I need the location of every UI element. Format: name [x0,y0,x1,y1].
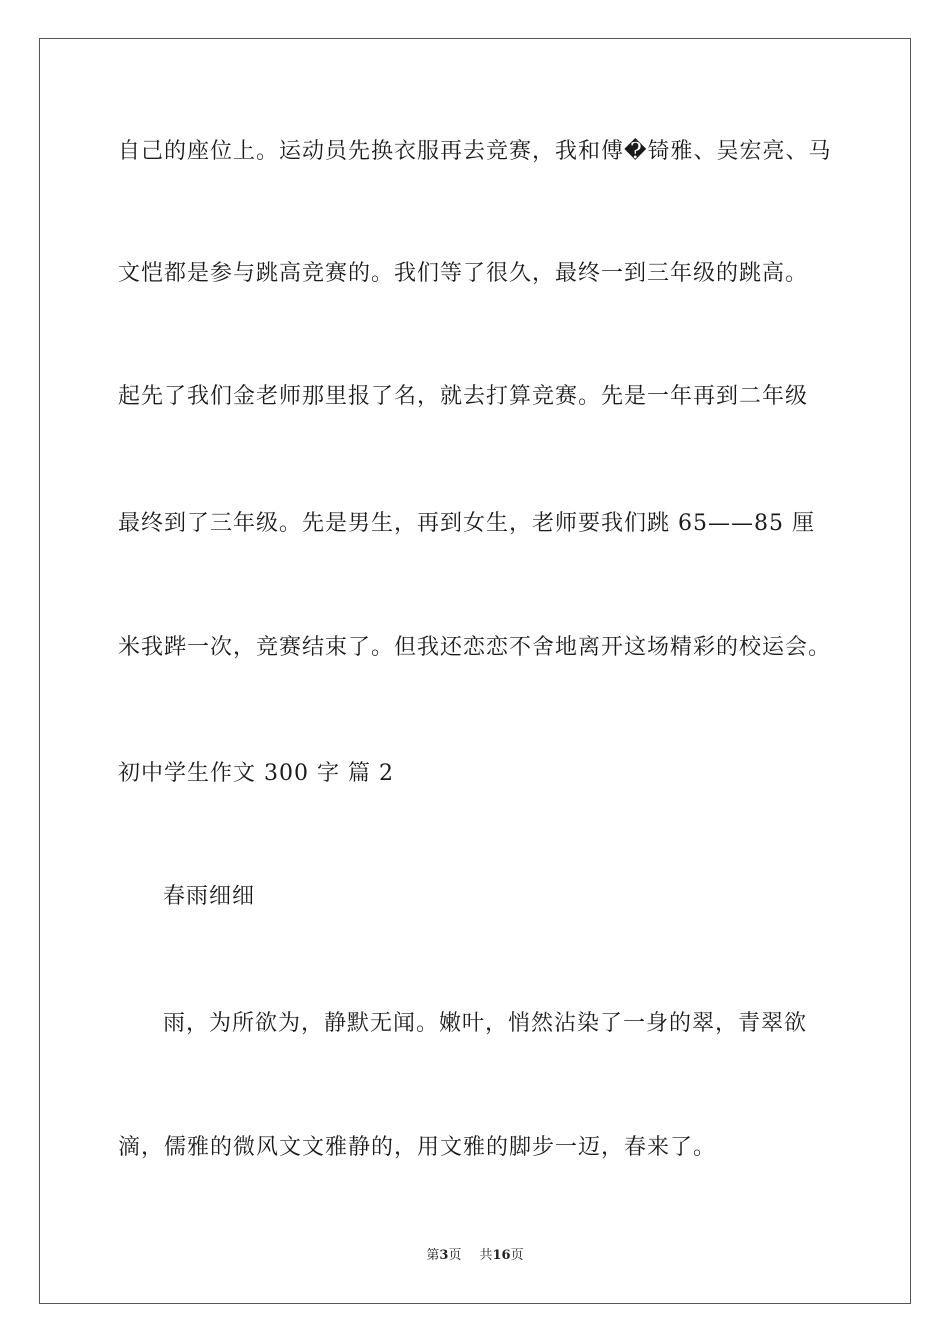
body-line-1: 自己的座位上。运动员先换衣服再去竞赛，我和傅�锜雅、吴宏亮、马 [118,139,832,164]
body-line-3: 起先了我们金老师那里报了名，就去打算竞赛。先是一年再到二年级 [118,384,809,409]
body-line-5: 米我跸一次，竞赛结束了。但我还恋恋不舍地离开这场精彩的校运会。 [118,635,832,660]
section-heading: 初中学生作文 300 字 篇 2 [118,761,394,786]
footer-total-suffix: 页 [510,1248,524,1263]
paragraph-line-1: 雨，为所欲为，静默无闻。嫩叶，悄然沾染了一身的翠，青翠欲 [163,1011,808,1036]
current-page-number: 3 [439,1248,449,1263]
total-page-count: 16 [492,1248,511,1263]
body-line-2: 文恺都是参与跳高竞赛的。我们等了很久，最终一到三年级的跳高。 [118,261,809,286]
page-border [39,38,911,1304]
essay-title: 春雨细细 [163,884,256,909]
body-line-4: 最终到了三年级。先是男生，再到女生，老师要我们跳 65——85 厘 [118,511,815,536]
footer-prefix: 第 [426,1248,440,1263]
footer-page-suffix: 页 [448,1248,462,1263]
page-footer [0,1247,950,1265]
paragraph-line-2: 滴，儒雅的微风文文雅静的，用文雅的脚步一迈，春来了。 [118,1135,717,1160]
footer-total-prefix: 共 [479,1248,493,1263]
